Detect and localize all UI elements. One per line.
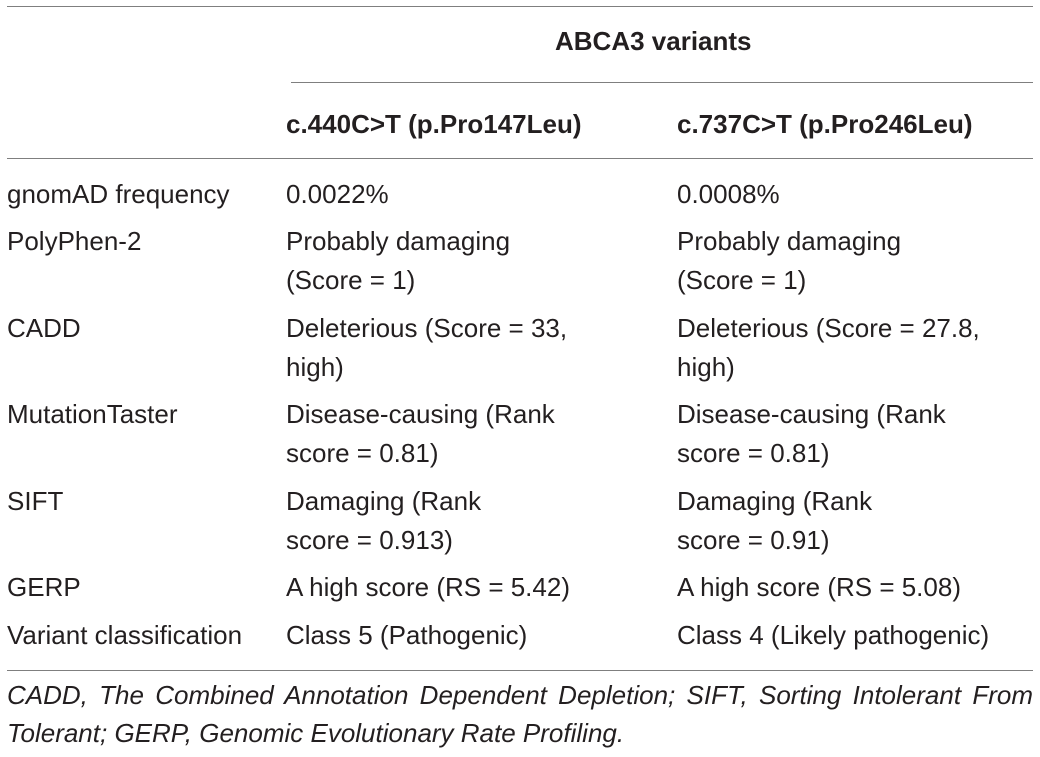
cell-cadd-variant-2-line-1: Deleterious (Score = 27.8, bbox=[677, 313, 980, 343]
cell-sift-variant-1-line-1: Damaging (Rank bbox=[286, 486, 482, 516]
header-bottom-rule bbox=[7, 158, 1033, 159]
group-header: ABCA3 variants bbox=[555, 26, 752, 56]
cell-gnomad-variant-2: 0.0008% bbox=[677, 179, 780, 209]
cell-polyphen-variant-2-line-2: (Score = 1) bbox=[677, 265, 807, 295]
cell-mutationtaster-variant-1-line-1: Disease-causing (Rank bbox=[286, 399, 555, 429]
cell-gerp-variant-2: A high score (RS = 5.08) bbox=[677, 572, 961, 602]
cell-cadd-variant-1-line-1: Deleterious (Score = 33, bbox=[286, 313, 568, 343]
column-header-variant-2: c.737C>T (p.Pro246Leu) bbox=[677, 109, 973, 139]
cell-sift-variant-2-line-1: Damaging (Rank bbox=[677, 486, 873, 516]
row-label-gerp: GERP bbox=[7, 572, 81, 602]
group-header-rule bbox=[291, 82, 1033, 83]
cell-polyphen-variant-1-line-1: Probably damaging bbox=[286, 226, 511, 256]
table-footnote: CADD, The Combined Annotation Dependent Depletion; SIFT, Sorting Intolerant From Tolerant; GERP, Genomic Evolutionary Rate Profiling. bbox=[7, 680, 1033, 748]
cell-sift-variant-1-line-2: score = 0.913) bbox=[286, 525, 453, 555]
row-label-variant-classification: Variant classification bbox=[7, 620, 243, 650]
cell-classification-variant-2: Class 4 (Likely pathogenic) bbox=[677, 620, 990, 650]
column-header-variant-1: c.440C>T (p.Pro147Leu) bbox=[286, 109, 582, 139]
row-label-gnomad-frequency: gnomAD frequency bbox=[7, 179, 230, 209]
cell-gnomad-variant-1: 0.0022% bbox=[286, 179, 389, 209]
cell-sift-variant-2-line-2: score = 0.91) bbox=[677, 525, 830, 555]
cell-mutationtaster-variant-1-line-2: score = 0.81) bbox=[286, 438, 439, 468]
top-rule bbox=[7, 6, 1033, 7]
cell-polyphen-variant-2-line-1: Probably damaging bbox=[677, 226, 902, 256]
row-label-cadd: CADD bbox=[7, 313, 81, 343]
row-label-mutationtaster: MutationTaster bbox=[7, 399, 178, 429]
cell-polyphen-variant-1-line-2: (Score = 1) bbox=[286, 265, 416, 295]
cell-mutationtaster-variant-2-line-1: Disease-causing (Rank bbox=[677, 399, 946, 429]
cell-cadd-variant-2-line-2: high) bbox=[677, 352, 735, 382]
cell-classification-variant-1: Class 5 (Pathogenic) bbox=[286, 620, 528, 650]
row-label-polyphen: PolyPhen-2 bbox=[7, 226, 142, 256]
row-label-sift: SIFT bbox=[7, 486, 64, 516]
table-bottom-rule bbox=[7, 670, 1033, 671]
cell-mutationtaster-variant-2-line-2: score = 0.81) bbox=[677, 438, 830, 468]
cell-gerp-variant-1: A high score (RS = 5.42) bbox=[286, 572, 570, 602]
cell-cadd-variant-1-line-2: high) bbox=[286, 352, 344, 382]
